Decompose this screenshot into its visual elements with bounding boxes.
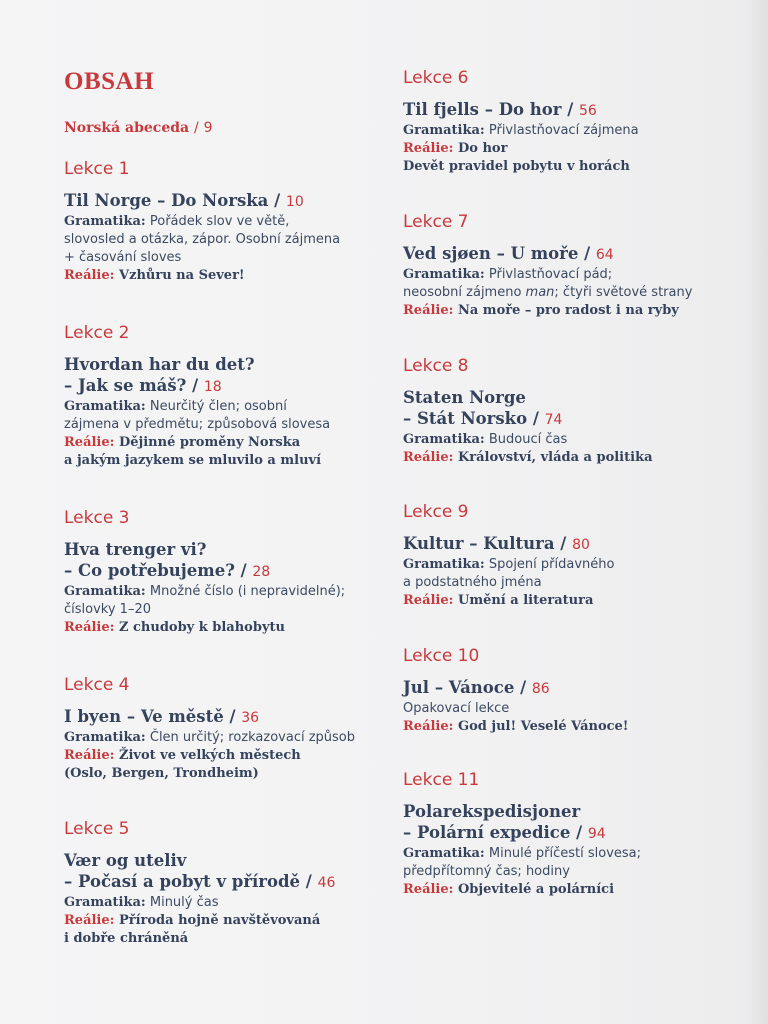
grammar-text: Člen určitý; rozkazovací způsob: [145, 730, 356, 745]
lesson-title-text: Hvordan har du det?: [64, 355, 255, 374]
grammar-text: slovosled a otázka, zápor. Osobní zájmena: [64, 232, 341, 247]
realia-text: Do hor: [453, 141, 508, 156]
lesson-title-separator: /: [567, 100, 574, 119]
realia-label: Reálie:: [64, 620, 115, 635]
lesson-number: Lekce 4: [64, 675, 130, 695]
lesson-grammar: [64, 213, 394, 267]
lesson-number: Lekce 7: [403, 212, 469, 232]
lesson-title-text: Til fjells – Do hor: [403, 100, 562, 119]
grammar-text: Množné číslo (i nepravidelné);: [145, 584, 346, 599]
intro-label: Norská abeceda: [64, 120, 190, 136]
realia-label: Reálie:: [64, 748, 115, 763]
grammar-text: Pořádek slov ve větě,: [145, 214, 290, 229]
grammar-label: Gramatika:: [403, 557, 485, 572]
lesson-grammar: [64, 729, 394, 747]
lesson-entry-4: [64, 674, 394, 783]
realia-label: Reálie:: [403, 303, 454, 318]
lesson-title-separator: /: [560, 534, 567, 553]
grammar-text: číslovky 1–20: [64, 602, 151, 617]
lesson-number: Lekce 5: [64, 819, 130, 839]
lesson-title-text: I byen – Ve městě: [64, 707, 224, 726]
lesson-number: Lekce 6: [403, 68, 469, 88]
lesson-page-number: 94: [587, 826, 606, 842]
grammar-text: Neurčitý člen; osobní: [145, 399, 287, 414]
realia-text: Dějinné proměny Norska: [114, 435, 301, 450]
lesson-number: Lekce 1: [64, 159, 130, 179]
lesson-entry-9: [403, 501, 743, 610]
grammar-label: Gramatika:: [64, 399, 146, 414]
lesson-entry-8: [403, 355, 743, 467]
lesson-title: [64, 539, 394, 583]
lesson-title-text: Kultur – Kultura: [403, 534, 555, 553]
lesson-grammar: [64, 894, 394, 912]
lesson-page-number: 46: [317, 875, 336, 891]
lesson-title-text-2: – Co potřebujeme?: [64, 561, 235, 580]
realia-text: Z chudoby k blahobytu: [114, 620, 285, 635]
realia-text: Devět pravidel pobytu v horách: [403, 159, 630, 174]
lesson-grammar: [403, 266, 743, 302]
lesson-entry-3: [64, 507, 394, 637]
lesson-title-text: Staten Norge: [403, 388, 526, 407]
lesson-page-number: 86: [531, 681, 550, 697]
lesson-page-number: 28: [252, 564, 271, 580]
lesson-page-number: 80: [572, 537, 590, 553]
lesson-title-separator: /: [576, 823, 583, 842]
grammar-text: ; čtyři světové strany: [554, 285, 693, 300]
lesson-title-text: Polarekspedisjoner: [403, 802, 581, 821]
lesson-entry-1: [64, 158, 394, 285]
grammar-text: neosobní zájmeno: [403, 285, 526, 300]
realia-text: i dobře chráněná: [64, 931, 189, 946]
lesson-realia: [403, 592, 743, 610]
lesson-number: Lekce 8: [403, 356, 469, 376]
lesson-page-number: 18: [203, 379, 222, 395]
realia-text: Příroda hojně navštěvovaná: [114, 913, 321, 928]
lesson-title-text-2: – Počasí a pobyt v přírodě: [64, 872, 301, 891]
realia-text: (Oslo, Bergen, Trondheim): [64, 766, 259, 781]
lesson-realia: [403, 881, 743, 899]
lesson-page-number: 10: [285, 194, 304, 210]
lesson-page-number: 64: [595, 247, 614, 263]
grammar-label: Gramatika:: [64, 895, 146, 910]
page-title: OBSAH: [64, 68, 155, 95]
lesson-page-number: 56: [578, 103, 597, 119]
grammar-text: Minulý čas: [145, 895, 219, 910]
lesson-title: [403, 99, 743, 122]
intro-separator: /: [193, 120, 199, 136]
grammar-label: Gramatika:: [64, 730, 146, 745]
lesson-number: Lekce 11: [403, 770, 480, 790]
lesson-title: [403, 677, 743, 700]
lesson-title: [64, 354, 394, 398]
lesson-page-number: 74: [544, 412, 563, 428]
lesson-title-separator: /: [274, 191, 281, 210]
page-edge-shadow: [744, 0, 768, 1024]
lesson-title-text: Jul – Vánoce: [403, 678, 515, 697]
lesson-realia: [403, 449, 743, 467]
lesson-entry-7: [403, 211, 743, 320]
realia-text: a jakým jazykem se mluvilo a mluví: [64, 453, 322, 468]
grammar-text: Přivlastňovací zájmena: [484, 123, 639, 138]
lesson-title: [64, 850, 394, 894]
realia-label: Reálie:: [64, 435, 115, 450]
lesson-title: [403, 801, 743, 845]
grammar-text: + časování sloves: [64, 250, 182, 265]
realia-text: Objevitelé a polárníci: [453, 882, 615, 897]
realia-text: God jul! Veselé Vánoce!: [453, 719, 629, 734]
grammar-label: Gramatika:: [403, 123, 485, 138]
lesson-grammar: [403, 122, 743, 140]
grammar-label: Gramatika:: [403, 267, 485, 282]
realia-label: Reálie:: [403, 882, 454, 897]
lesson-grammar: [403, 700, 743, 718]
realia-label: Reálie:: [403, 719, 454, 734]
grammar-label: Gramatika:: [64, 214, 146, 229]
lesson-title-separator: /: [305, 872, 312, 891]
realia-label: Reálie:: [64, 913, 115, 928]
lesson-grammar: [64, 583, 394, 619]
lesson-title-separator: /: [584, 244, 591, 263]
lesson-realia: [64, 619, 394, 637]
lesson-title: [64, 706, 394, 729]
grammar-text: Spojení přídavného: [484, 557, 615, 572]
lesson-realia: [64, 267, 394, 285]
lesson-entry-11: [403, 769, 743, 899]
lesson-title-separator: /: [520, 678, 527, 697]
realia-text: Na moře – pro radost i na ryby: [453, 303, 679, 318]
lesson-grammar: [403, 845, 743, 881]
grammar-text: a podstatného jména: [403, 575, 542, 590]
grammar-text: předpřítomný čas; hodiny: [403, 864, 570, 879]
lesson-number: Lekce 2: [64, 323, 130, 343]
lesson-entry-6: [403, 67, 743, 176]
lesson-title: [403, 243, 743, 266]
realia-label: Reálie:: [64, 268, 115, 283]
lesson-grammar: [64, 398, 394, 434]
lesson-title-text: Ved sjøen – U moře: [403, 244, 579, 263]
lesson-realia: [64, 434, 394, 470]
lesson-title-separator: /: [229, 707, 236, 726]
lesson-number: Lekce 3: [64, 508, 130, 528]
intro-entry: [64, 120, 213, 136]
lesson-entry-10: [403, 645, 743, 736]
lesson-entry-5: [64, 818, 394, 948]
lesson-title-text: Vær og uteliv: [64, 851, 187, 870]
lesson-title: [403, 387, 743, 431]
realia-text: Umění a literatura: [453, 593, 594, 608]
lesson-entry-2: [64, 322, 394, 470]
grammar-label: Gramatika:: [64, 584, 146, 599]
lesson-grammar: [403, 556, 743, 592]
realia-text: Život ve velkých městech: [114, 748, 301, 763]
lesson-title-text-2: – Jak se máš?: [64, 376, 187, 395]
lesson-title-separator: /: [240, 561, 247, 580]
lesson-number: Lekce 9: [403, 502, 469, 522]
grammar-text: Minulé příčestí slovesa;: [484, 846, 642, 861]
lesson-title: [403, 533, 743, 556]
lesson-realia: [403, 140, 743, 176]
realia-label: Reálie:: [403, 141, 454, 156]
realia-label: Reálie:: [403, 593, 454, 608]
lesson-page-number: 36: [241, 710, 260, 726]
realia-text: Vzhůru na Sever!: [114, 268, 245, 283]
lesson-title-text-2: – Polární expedice: [403, 823, 571, 842]
lesson-title-separator: /: [532, 409, 539, 428]
lesson-grammar: [403, 431, 743, 449]
lesson-realia: [403, 718, 743, 736]
intro-page-number: 9: [203, 120, 213, 136]
grammar-label: Gramatika:: [403, 846, 485, 861]
realia-text: Království, vláda a politika: [453, 450, 653, 465]
grammar-label: Gramatika:: [403, 432, 485, 447]
lesson-realia: [64, 912, 394, 948]
grammar-text: Budoucí čas: [484, 432, 568, 447]
grammar-text: Přivlastňovací pád;: [484, 267, 613, 282]
realia-label: Reálie:: [403, 450, 454, 465]
lesson-number: Lekce 10: [403, 646, 480, 666]
lesson-title: [64, 190, 394, 213]
lesson-title-text-2: – Stát Norsko: [403, 409, 528, 428]
lesson-title-text: Hva trenger vi?: [64, 540, 207, 559]
grammar-text-italic: man: [525, 285, 555, 300]
lesson-title-text: Til Norge – Do Norska: [64, 191, 269, 210]
lesson-realia: [403, 302, 743, 320]
lesson-realia: [64, 747, 394, 783]
grammar-text: Opakovací lekce: [403, 701, 510, 716]
grammar-text: zájmena v předmětu; způsobová slovesa: [64, 417, 331, 432]
lesson-title-separator: /: [192, 376, 199, 395]
